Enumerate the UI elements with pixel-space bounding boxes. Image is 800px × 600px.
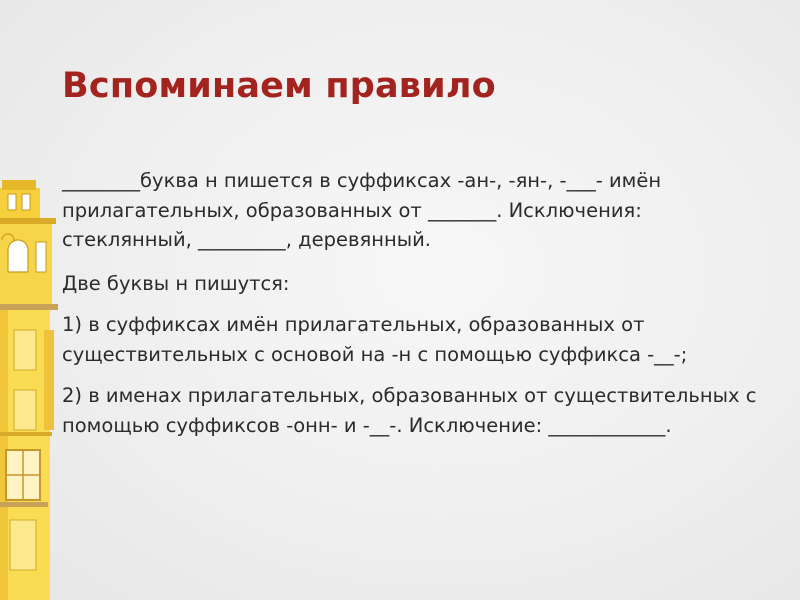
double-n-intro: Две буквы н пишутся: xyxy=(62,271,290,295)
slide-title: Вспоминаем правило xyxy=(62,66,496,106)
rule-point-1: 1) в суффиксах имён прилагательных, образованных от существительных с основой на -н с помощью суффикса -__-; xyxy=(62,313,688,366)
rule-point-2: 2) в именах прилагательных, образованных от существительных с помощью суффиксов -онн- и -__-. Исключение: ____________. xyxy=(62,384,757,437)
rule-text-block xyxy=(62,166,762,454)
rule-paragraph: ________буква н пишется в суффиксах -ан-, -ян-, -___- имён прилагательных, образованных от _______. Исключения: стеклянный, _________, деревянный. xyxy=(62,169,662,251)
building-decoration-icon xyxy=(0,180,64,600)
